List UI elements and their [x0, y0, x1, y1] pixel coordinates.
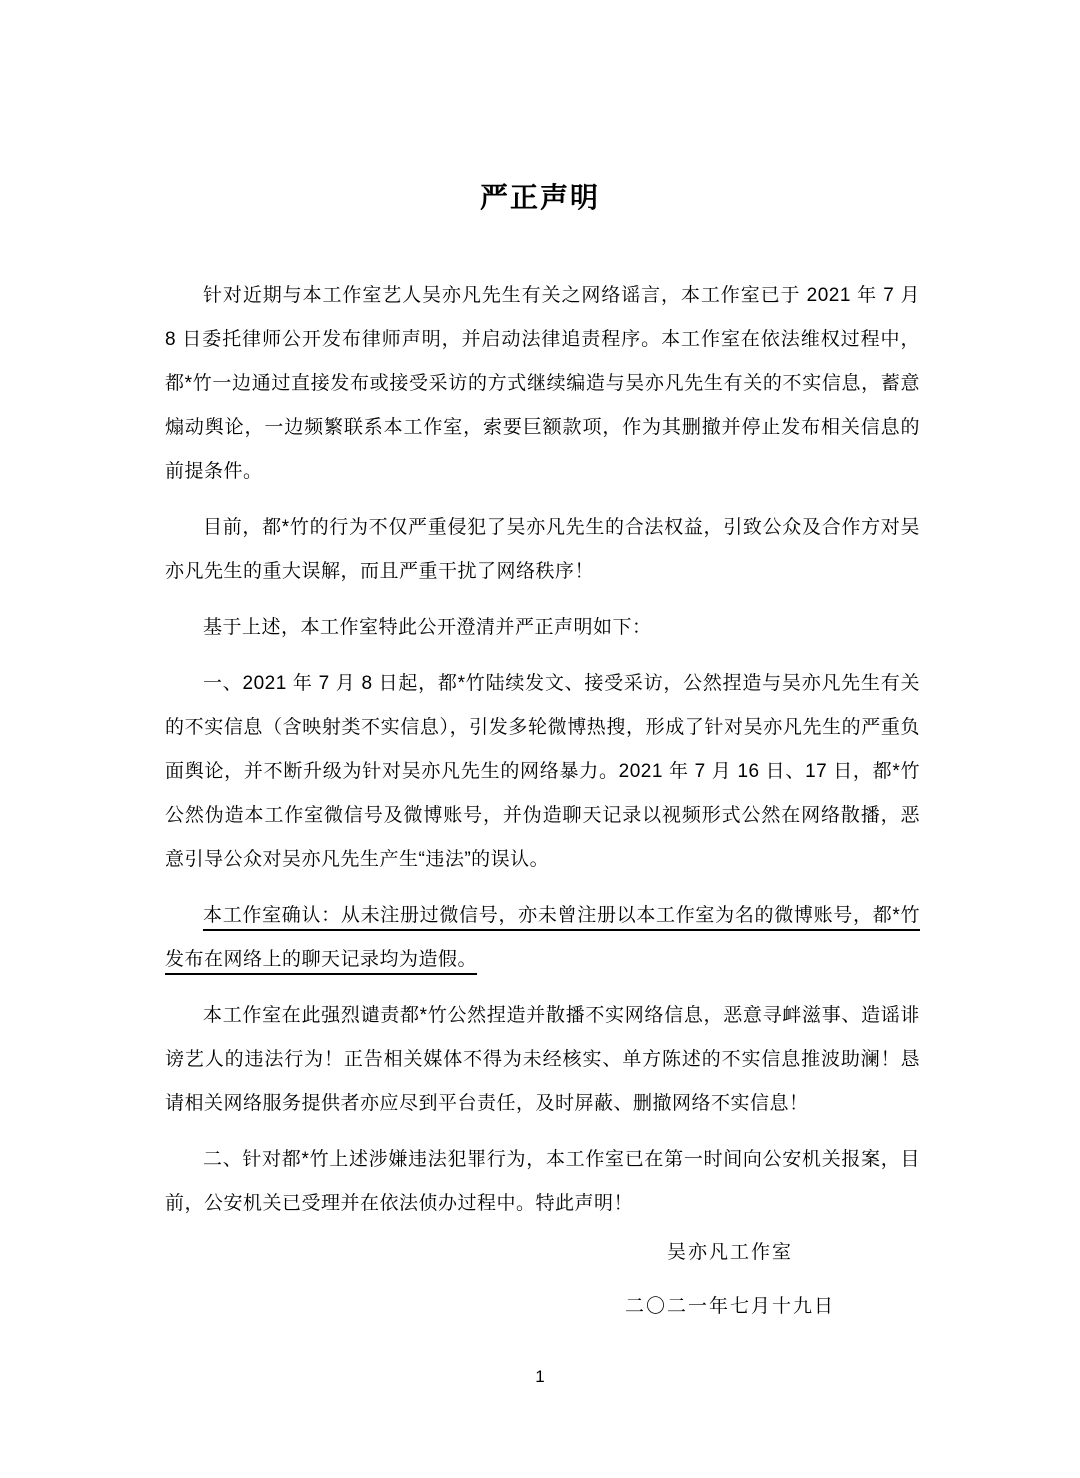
paragraph-confirmation-underlined: 本工作室确认：从未注册过微信号，亦未曾注册以本工作室为名的微博账号，都*竹发布在网络上的聊天记录均为造假。 — [165, 905, 920, 970]
signature-block — [540, 1238, 920, 1322]
paragraph-item-two: 二、针对都*竹上述涉嫌违法犯罪行为，本工作室已在第一时间向公安机关报案，目前，公安机关已受理并在依法侦办过程中。特此声明！ — [165, 1149, 920, 1214]
paragraph-lead-in: 基于上述，本工作室特此公开澄清并严正声明如下： — [203, 617, 652, 638]
paragraph-condemnation: 本工作室在此强烈谴责都*竹公然捏造并散播不实网络信息，恶意寻衅滋事、造谣诽谤艺人的违法行为！正告相关媒体不得为未经核实、单方陈述的不实信息推波助澜！恳请相关网络服务提供者亦应尽到平台责任，及时屏蔽、删撤网络不实信息！ — [165, 1005, 920, 1114]
page-number: 1 — [535, 1367, 545, 1386]
paragraph-intro: 针对近期与本工作室艺人吴亦凡先生有关之网络谣言，本工作室已于 2021 年 7 月 8 日委托律师公开发布律师声明，并启动法律追责程序。本工作室在依法维权过程中，都*竹一边通过直接发布或接受采访的方式继续编造与吴亦凡先生有关的不实信息，蓄意煽动舆论，一边频繁联系本工作室，索要巨额款项，作为其删撤并停止发布相关信息的前提条件。 — [165, 285, 920, 482]
document-title: 严正声明 — [479, 182, 600, 213]
paragraph-current-harm: 目前，都*竹的行为不仅严重侵犯了吴亦凡先生的合法权益，引致公众及合作方对吴亦凡先生的重大误解，而且严重干扰了网络秩序！ — [165, 517, 920, 582]
signature-name: 吴亦凡工作室 — [666, 1242, 793, 1263]
paragraph-item-one: 一、2021 年 7 月 8 日起，都*竹陆续发文、接受采访，公然捏造与吴亦凡先生有关的不实信息（含映射类不实信息），引发多轮微博热搜，形成了针对吴亦凡先生的严重负面舆论，并不断升级为针对吴亦凡先生的网络暴力。2021 年 7 月 16 日、17 日，都*竹公然伪造本工作室微信号及微博账号，并伪造聊天记录以视频形式公然在网络散播，恶意引导公众对吴亦凡先生产生“违法”的误认。 — [165, 673, 920, 870]
signature-date: 二〇二一年七月十九日 — [624, 1296, 835, 1317]
document-body — [165, 274, 920, 1226]
